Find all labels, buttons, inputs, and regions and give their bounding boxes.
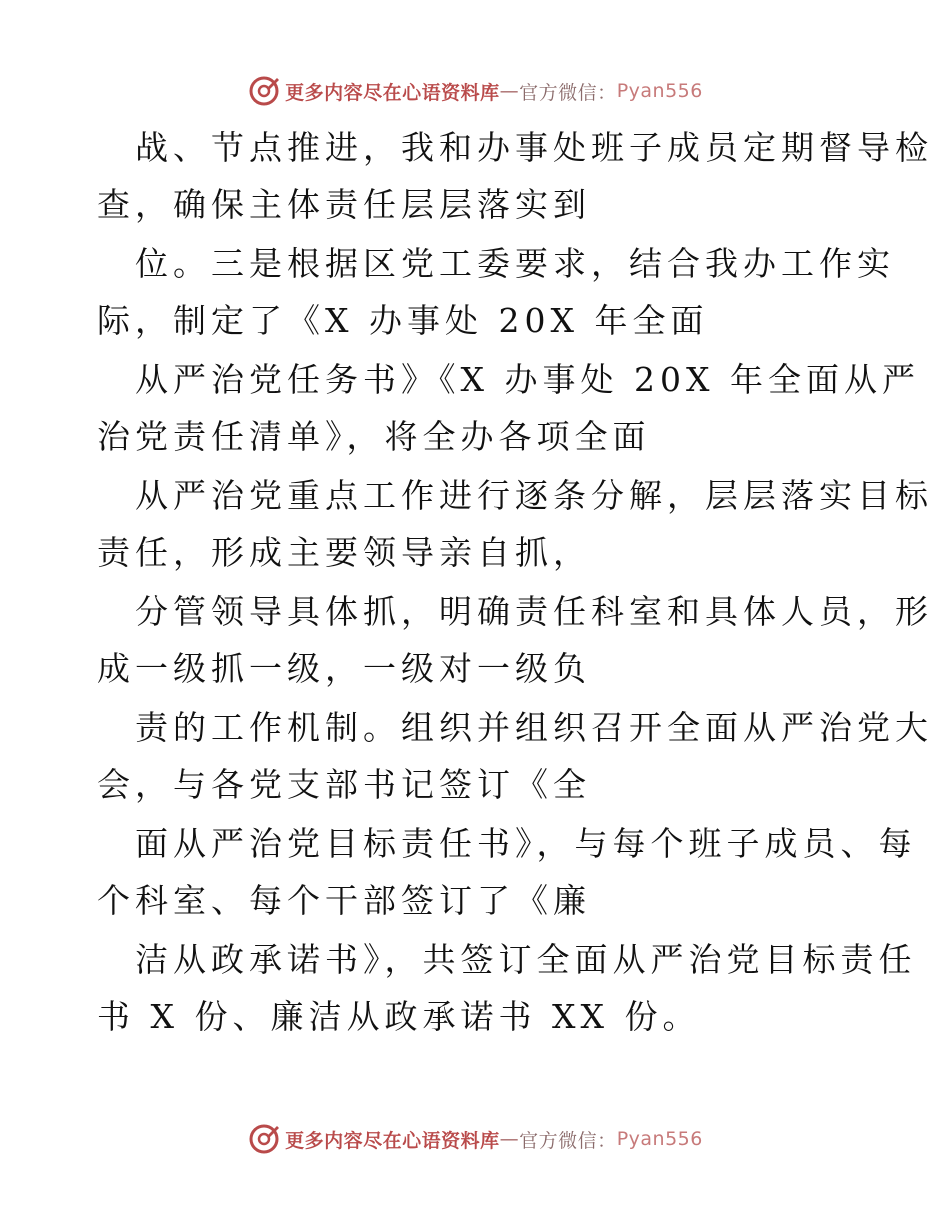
paragraph-line: 战、节点推进，我和办事处班子成员定期督导检 xyxy=(135,128,933,167)
paragraph-line: 洁从政承诺书》，共签订全面从严治党目标责任 xyxy=(135,940,917,979)
footer-watermark xyxy=(0,1121,950,1157)
paragraph-line: 分管领导具体抓，明确责任科室和具体人员，形 xyxy=(135,592,933,631)
watermark-dash: — xyxy=(499,1128,520,1150)
watermark-wechat-label: 官方微信： xyxy=(519,1129,617,1152)
paragraph-line: 会，与各党支部书记签订《全 xyxy=(97,765,591,804)
pen-logo-icon xyxy=(247,1122,281,1156)
watermark-wechat-id: Pyan556 xyxy=(616,80,703,102)
pen-logo-icon xyxy=(247,74,281,108)
watermark-brand: 更多内容尽在心语资料库 xyxy=(285,81,500,104)
paragraph-line: 责的工作机制。组织并组织召开全面从严治党大 xyxy=(135,708,933,747)
watermark-brand: 更多内容尽在心语资料库 xyxy=(285,1129,500,1152)
watermark-wechat-label: 官方微信： xyxy=(519,81,617,104)
paragraph-line: 查，确保主体责任层层落实到 xyxy=(97,185,591,224)
watermark-wechat-id: Pyan556 xyxy=(616,1128,703,1150)
paragraph-line: 治党责任清单》，将全办各项全面 xyxy=(97,417,651,456)
paragraph-line: 从严治党任务书》《X 办事处 20X 年全面从严 xyxy=(135,360,920,399)
paragraph-line: 个科室、每个干部签订了《廉 xyxy=(97,881,591,920)
paragraph-line: 从严治党重点工作进行逐条分解，层层落实目标 xyxy=(135,476,933,515)
paragraph-line: 面从严治党目标责任书》，与每个班子成员、每 xyxy=(135,824,917,863)
paragraph-line: 位。三是根据区党工委要求，结合我办工作实 xyxy=(135,244,895,283)
paragraph-line: 书 X 份、廉洁从政承诺书 XX 份。 xyxy=(97,997,701,1036)
paragraph-line: 成一级抓一级，一级对一级负 xyxy=(97,649,591,688)
watermark-dash: — xyxy=(499,80,520,102)
paragraph-line: 责任，形成主要领导亲自抓， xyxy=(97,533,591,572)
paragraph-line: 际，制定了《X 办事处 20X 年全面 xyxy=(97,301,709,340)
header-watermark xyxy=(0,73,950,109)
